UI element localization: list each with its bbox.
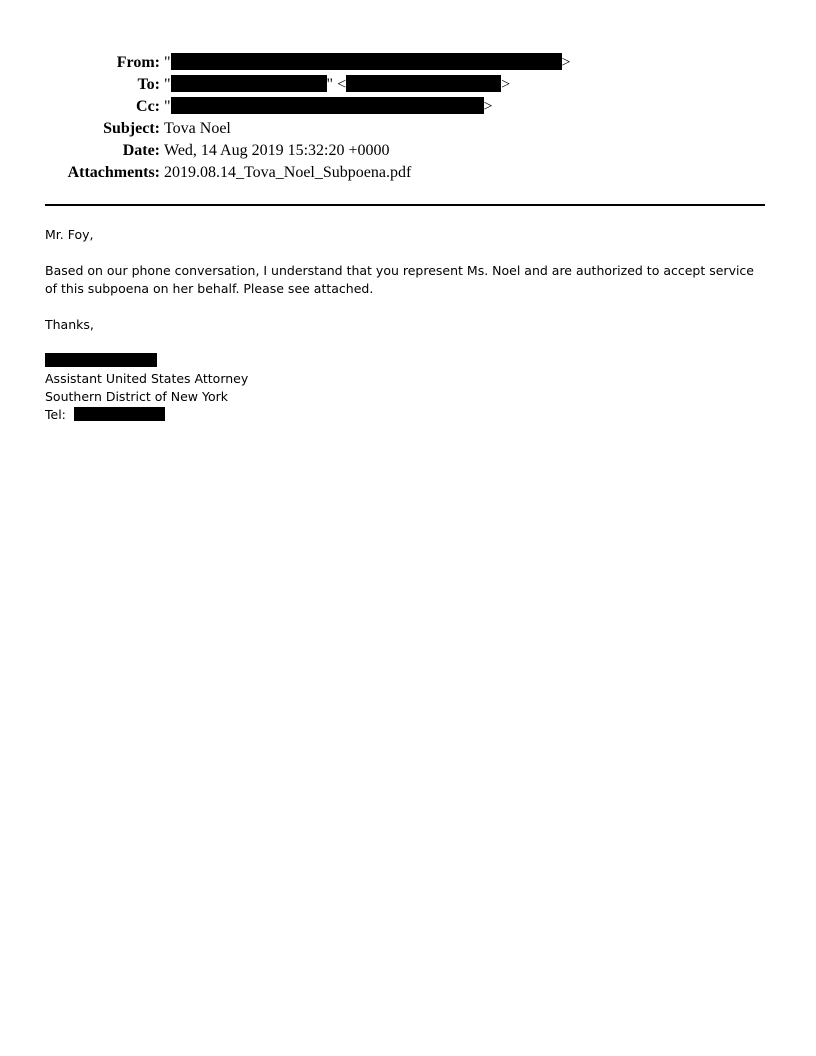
subject-value: Tova Noel: [164, 120, 231, 137]
signature-tel-line: [45, 406, 770, 424]
cc-open-quote: ": [164, 98, 171, 115]
cc-value: [164, 96, 493, 118]
to-open-quote: ": [164, 76, 171, 93]
signature-block: [45, 352, 770, 424]
date-label: Date:: [122, 142, 160, 159]
from-close-bracket: >: [561, 54, 571, 71]
date-value: Wed, 14 Aug 2019 15:32:20 +0000: [164, 142, 390, 159]
cc-redaction: [171, 97, 484, 114]
date-row: [0, 140, 816, 162]
message-body: [45, 226, 770, 424]
header-divider: [45, 204, 765, 206]
message-paragraph: Based on our phone conversation, I understand that you represent Ms. Noel and are authorized to accept service of this subpoena on her behalf. Please see attached.: [45, 263, 754, 296]
signature-name-line: [45, 352, 770, 370]
subject-row: [0, 118, 816, 140]
to-label: To:: [137, 76, 160, 93]
signature-tel-label: Tel:: [45, 407, 66, 422]
signature-office: Southern District of New York: [45, 389, 228, 404]
from-open-quote: ": [164, 54, 171, 71]
cc-row: [0, 96, 816, 118]
attachments-label: Attachments:: [67, 164, 160, 181]
closing: Thanks,: [45, 317, 94, 332]
cc-label: Cc:: [136, 98, 160, 115]
attachments-row: [0, 162, 816, 184]
to-close-bracket: >: [501, 76, 511, 93]
greeting: Mr. Foy,: [45, 227, 94, 242]
from-value: [164, 52, 571, 74]
from-redaction: [171, 53, 562, 70]
signature-title: Assistant United States Attorney: [45, 371, 249, 386]
from-row: [0, 52, 816, 74]
to-name-redaction: [171, 75, 327, 92]
to-mid-separator: " <: [326, 76, 347, 93]
email-header: [0, 52, 816, 184]
to-address-redaction: [346, 75, 501, 92]
cc-close-bracket: >: [483, 98, 493, 115]
signature-tel-redaction: [74, 407, 165, 421]
subject-label: Subject:: [103, 120, 160, 137]
attachment-filename: 2019.08.14_Tova_Noel_Subpoena.pdf: [164, 164, 412, 181]
signature-name-redaction: [45, 353, 157, 367]
to-row: [0, 74, 816, 96]
to-value: [164, 74, 510, 96]
from-label: From:: [116, 54, 160, 71]
